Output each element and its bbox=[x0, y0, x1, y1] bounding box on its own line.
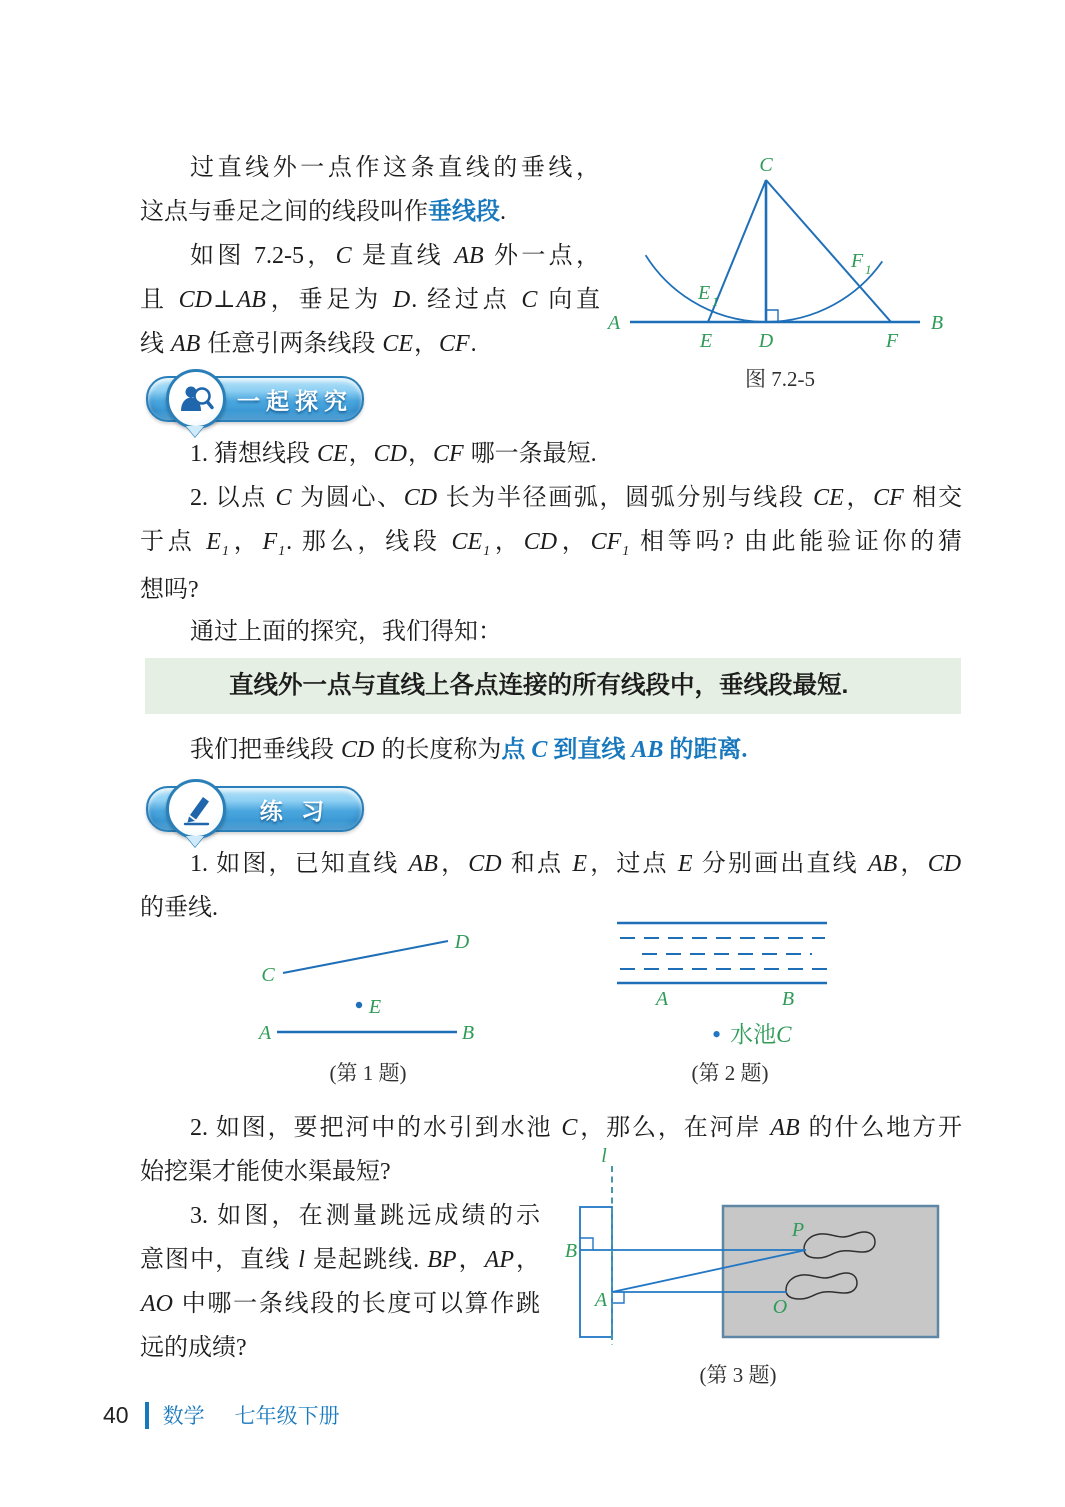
figure-7-2-5-caption: 图 7.2-5 bbox=[745, 367, 815, 391]
label-o: O bbox=[772, 1296, 788, 1318]
label-e: E bbox=[699, 330, 713, 352]
key-rule-box: 直线外一点与直线上各点连接的所有线段中，垂线段最短. bbox=[145, 658, 961, 714]
label-p: P bbox=[791, 1219, 805, 1241]
problem-1-lines bbox=[277, 941, 457, 1032]
page-number: 40 bbox=[103, 1401, 129, 1428]
pencil-icon bbox=[178, 791, 214, 827]
figure-7-2-5-lines bbox=[630, 180, 920, 322]
intro-paragraphs: 过直线外一点作这条直线的垂线， 这点与垂足之间的线段叫作垂线段. 如图 7.2-5，C 是直线 AB 外一点， 且 CD⊥AB，垂足为 D. 经过点 C 向直 线 AB 任意引两条线段 CE，CF. bbox=[140, 155, 601, 357]
page-footer bbox=[103, 1400, 340, 1430]
practice-badge bbox=[146, 786, 364, 832]
label-a: A bbox=[655, 988, 669, 1010]
figure-7-2-5 bbox=[600, 150, 960, 382]
explore-badge bbox=[146, 376, 364, 422]
problem-2-figure bbox=[610, 916, 850, 1011]
problem-2-caption: (第 2 题) bbox=[691, 1061, 769, 1085]
label-c: C bbox=[759, 154, 773, 176]
footer-volume: 七年级下册 bbox=[234, 1405, 340, 1428]
label-f1: F bbox=[851, 250, 864, 272]
practice-badge-circle bbox=[166, 779, 226, 839]
problem-3-figure bbox=[558, 1146, 960, 1358]
explore-questions: 1. 猜想线段 CE，CD，CF 哪一条最短. 2. 以点 C 为圆心、CD 长为半径画弧，圆弧分别与线段 CE，CF 相交 于点 $E_1$，$F_1$. 那么，线段 $CE_1$，CD，$CF_1$ 相等吗? 由此能验证你的猜 想吗? bbox=[140, 441, 963, 603]
river-lines bbox=[617, 923, 828, 983]
pool-label bbox=[712, 1016, 791, 1050]
pool-name: 水池 bbox=[730, 1022, 777, 1047]
label-l: l bbox=[601, 1146, 607, 1167]
practice-badge-label: 练 习 bbox=[259, 797, 331, 824]
footer-subject: 数学 bbox=[162, 1405, 205, 1428]
label-a: A bbox=[594, 1289, 608, 1311]
label-b: B bbox=[461, 1022, 475, 1044]
label-f: F bbox=[885, 330, 899, 352]
problem-3-text: 3. 如图，在测量跳远成绩的示 意图中，直线 l 是起跳线. BP，AP， AO 中哪一条线段的长度可以算作跳 远的成绩? bbox=[140, 1203, 541, 1361]
sand-pit bbox=[723, 1206, 938, 1337]
label-b: B bbox=[781, 988, 795, 1010]
distance-definition: 我们把垂线段 CD 的长度称为点 C 到直线 AB 的距离. bbox=[190, 737, 748, 763]
label-e1-sub: 1 bbox=[712, 294, 719, 309]
problem-1-figure bbox=[228, 918, 508, 1053]
problem-1-text: 1. 如图，已知直线 AB，CD 和点 E，过点 E 分别画出直线 AB，CD 的垂线. bbox=[140, 851, 962, 921]
label-b: B bbox=[930, 312, 944, 334]
pool-dot: • bbox=[712, 1020, 722, 1049]
label-d: D bbox=[454, 931, 470, 953]
person-magnifier-icon bbox=[178, 381, 214, 417]
label-a: A bbox=[607, 312, 621, 334]
conclusion-lead: 通过上面的探究，我们得知： bbox=[190, 619, 502, 645]
footer-divider bbox=[145, 1402, 149, 1429]
label-a: A bbox=[258, 1022, 272, 1044]
label-f1-sub: 1 bbox=[865, 262, 872, 277]
label-c: C bbox=[261, 964, 275, 986]
explore-badge-label: 一起探究 bbox=[237, 387, 353, 414]
label-d: D bbox=[758, 330, 774, 352]
label-b: B bbox=[564, 1240, 578, 1262]
pool-point-c: C bbox=[776, 1022, 792, 1047]
problem-2-text: 2. 如图，要把河中的水引到水池 C，那么，在河岸 AB 的什么地方开 始挖渠才能使水渠最短? bbox=[140, 1115, 963, 1185]
label-e: E bbox=[368, 996, 382, 1018]
problem-3-caption: (第 3 题) bbox=[699, 1363, 777, 1387]
label-e1: E bbox=[698, 282, 711, 304]
explore-badge-circle bbox=[166, 369, 226, 429]
problem-1-caption: (第 1 题) bbox=[329, 1061, 407, 1085]
